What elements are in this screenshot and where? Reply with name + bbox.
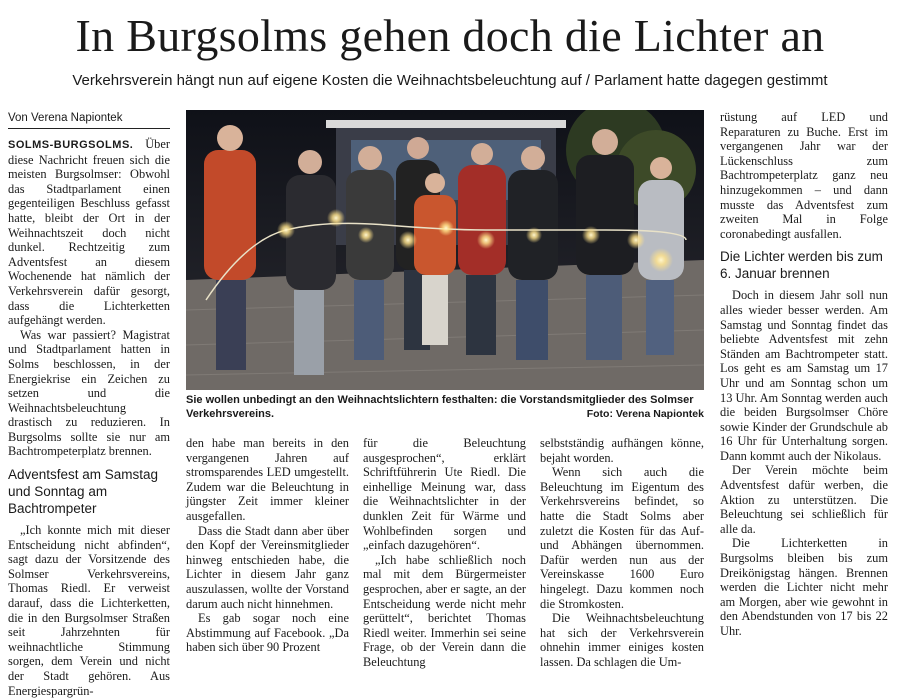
- intro-text: Über diese Nachricht freuen sich die meisten Burgsolmser: Obwohl das Stadtparlament einen gegenteiligen Beschluss gefasst hatte, bleibt der Ort in der Weihnachtszeit doch nicht dunkel. Rechtzeitig zum Adventsfest an diesem Wochenende hat nämlich der Verkehrsverein dafür gesorgt, dass die Lichterketten aufgehängt werden.: [8, 137, 170, 328]
- photo-credit: Foto: Verena Napiontek: [586, 408, 704, 420]
- paragraph: den habe man bereits in den vergangenen Jahren auf stromsparendes LED umgestellt. Zudem war die Beleuchtung in jüngster Zeit immer kleiner ausgefallen.: [186, 436, 349, 523]
- paragraph-intro: [8, 137, 170, 328]
- dateline: SOLMS-BURGSOLMS.: [8, 139, 134, 151]
- paragraph: Es gab sogar noch eine Abstimmung auf Facebook. „Da haben sich über 90 Prozent: [186, 611, 349, 655]
- column-1: [8, 137, 170, 698]
- subheadline: Verkehrsverein hängt nun auf eigene Kosten die Weihnachtsbeleuchtung auf / Parlament hatte dagegen gestimmt: [72, 72, 828, 89]
- column-5: [720, 110, 888, 639]
- subheading-adventsfest: Adventsfest am Samstag und Sonntag am Bachtrompeter: [8, 467, 159, 517]
- headline: In Burgsolms gehen doch die Lichter an: [75, 10, 825, 61]
- column-2: [186, 436, 349, 655]
- paragraph: Wenn sich auch die Beleuchtung im Eigentum des Verkehrsvereins befindet, so hatte die Stadt Solms aber zuletzt die Kosten für das Auf- und Abhängen übernommen. Dafür werden nun aus der Vereinskasse 1600 Euro hingelegt. Dazu kommen noch die Stromkosten.: [540, 465, 704, 611]
- paragraph: rüstung auf LED und Reparaturen zu Buche. Erst im vergangenen Jahr war der Lückenschluss zum Bachtrompeterplatz ganz neu hinzugekommen – und dann musste das Adventsfest zum zweiten Mal in Folge coronabedingt ausfallen.: [720, 110, 888, 241]
- photo-caption: Sie wollen unbedingt an den Weihnachtslichtern festhalten: die Vorstandsmitglieder des Solmser Verkehrsvereins.: [186, 394, 694, 420]
- paragraph: „Ich konnte mich mit dieser Entscheidung nicht abfinden“, sagt dazu der Vorsitzende des Solmser Verkehrsvereins, Thomas Riedl. Er verweist darauf, dass die Lichterketten, die in den Burgsolmser Straßen seit Jahrzehnten für weihnachtliche Stimmung sorgen, dem Verein und nicht der Stadt gehören. Aus Energiespargrün-: [8, 523, 170, 698]
- column-3: [363, 436, 526, 670]
- paragraph: für die Beleuchtung ausgesprochen“, erklärt Schriftführerin Ute Riedl. Die einhellige Meinung war, dass die Weihnachtslichter in der dunklen Zeit für Wärme und Wohlbefinden sorgen und „einfach dazugehören“.: [363, 436, 526, 553]
- subheading-lichter: Die Lichter werden bis zum 6. Januar brennen: [720, 249, 883, 282]
- paragraph: „Ich habe schließlich noch mal mit dem Bürgermeister gesprochen, aber er sagte, an der Entscheidung werde nicht mehr gerüttelt“, berichtet Thomas Riedl weiter. Immerhin sei seine Frage, ob der Verein dann die Beleuchtung: [363, 552, 526, 669]
- paragraph: Die Lichterketten in Burgsolms bleiben bis zum Dreikönigstag hängen. Brennen werden die Lichter nicht mehr am Morgen, aber wie gewohnt in den Abendstunden von 17 bis 22 Uhr.: [720, 536, 888, 638]
- group-photo-illustration: [186, 110, 704, 390]
- paragraph: Doch in diesem Jahr soll nun alles wieder besser werden. Am Samstag und Sonntag findet das beliebte Adventsfest mit zehn Ständen am Bachtrompeter statt. Los geht es am Samstag um 17 Uhr und am Sonntag schon um 13 Uhr. Am Sonntag werden auch die beiden Burgsolmser Chöre sowie Kinder der Grundschule ab 16 Uhr für Unterhaltung sorgen. Dann kommt auch der Nikolaus.: [720, 288, 888, 463]
- column-4: [540, 436, 704, 670]
- paragraph: selbstständig aufhängen könne, bejaht worden.: [540, 436, 704, 465]
- paragraph: Was war passiert? Magistrat und Stadtparlament hatten in Solms beschlossen, in der Energiekrise ein Zeichen zu setzen und die Weihnachtsbeleuchtung drastisch zu reduzieren. In Burgsolms sollte sie nur am Bachtrompeterplatz brennen.: [8, 327, 170, 459]
- paragraph: Der Verein möchte beim Adventsfest dafür werben, die Aktion zu unterstützen. Die Beleuchtung sei schließlich für alle da.: [720, 463, 888, 536]
- article-photo: [186, 110, 704, 390]
- paragraph: Die Weihnachtsbeleuchtung hat sich der Verkehrsverein ohnehin immer einiges kosten lassen. Da schlagen die Um-: [540, 611, 704, 669]
- paragraph: Dass die Stadt dann aber über den Kopf der Vereinsmitglieder hinweg entschieden habe, die Lichter in diesem Jahr ganz auszulassen, wollte der Vorstand darum auch nicht hinnehmen.: [186, 523, 349, 611]
- byline: Von Verena Napiontek: [8, 110, 170, 129]
